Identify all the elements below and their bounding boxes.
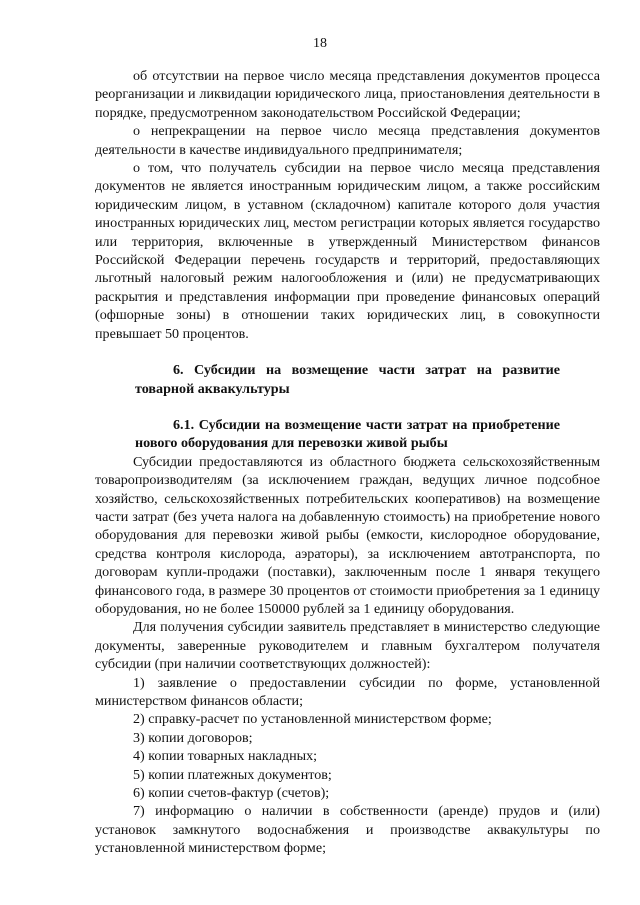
section-heading: 6. Субсидии на возмещение части затрат на развитие товарной аквакультуры xyxy=(135,362,560,397)
list-item: 5) копии платежных документов; xyxy=(133,766,332,783)
paragraph-entrepreneur: о непрекращении на первое число месяца представления документов деятельности в качестве индивидуального предпринимателя; xyxy=(95,123,600,158)
paragraph-reorganization: об отсутствии на первое число месяца представления документов процесса реорганизации и ликвидации юридического лица, приостановления деятельности в порядке, предусмотренном законодательством Российской Федерации; xyxy=(95,68,600,121)
subsection-heading: 6.1. Субсидии на возмещение части затрат на приобретение нового оборудования для перевозки живой рыбы xyxy=(135,416,560,452)
paragraph-documents-intro: Для получения субсидии заявитель представляет в министерство следующие документы, заверенные руководителем и главным бухгалтером получателя субсидии (при наличии соответствующих должностей): xyxy=(95,619,600,673)
page-number: 18 xyxy=(313,36,327,51)
paragraph-subsidy-terms: Субсидии предоставляются из областного бюджета сельскохозяйственным товаропроизводителям (за исключением граждан, ведущих личное подсобное хозяйство, сельскохозяйственных потребительских кооперативов) на возмещение части затрат (без учета налога на добавленную стоимость) на приобретение нового оборудования для перевозки живой рыбы (емкости, кислородное оборудование, средства контроля кислорода, аэраторы), за исключением автотранспорта, по договорам купли-продажи (поставки), заключенным после 1 января текущего финансового года, в размере 30 процентов от стоимости приобретения за 1 единицу оборудования, но не более 150000 рублей за 1 единицу оборудования. xyxy=(95,453,600,617)
list-item: 2) справку-расчет по установленной министерством форме; xyxy=(133,711,492,728)
list-item: 3) копии договоров; xyxy=(133,729,253,746)
document-body xyxy=(95,67,600,858)
list-item: 7) информацию о наличии в собственности (аренде) прудов и (или) установок замкнутого водоснабжения и производстве аквакультуры по установленной министерством форме; xyxy=(95,803,600,857)
list-item: 4) копии товарных накладных; xyxy=(133,748,318,765)
list-item: 6) копии счетов-фактур (счетов); xyxy=(133,785,330,802)
paragraph-foreign-entity: о том, что получатель субсидии на первое число месяца представления документов не является иностранным юридическим лицом, а также российским юридическим лицом, в уставном (складочном) капитале которого доля участия иностранных юридических лиц, местом регистрации которых является государство или территория, включенные в утвержденный Министерством финансов Российской Федерации перечень государств и территорий, предоставляющих льготный налоговый режим налогообложения и (или) не предусматривающих раскрытия и представления информации при проведение финансовых операций (офшорные зоны) в отношении таких юридических лиц, в совокупности превышает 50 процентов. xyxy=(95,160,600,342)
list-item: 1) заявление о предоставлении субсидии по форме, установленной министерством финансов области; xyxy=(95,674,600,709)
